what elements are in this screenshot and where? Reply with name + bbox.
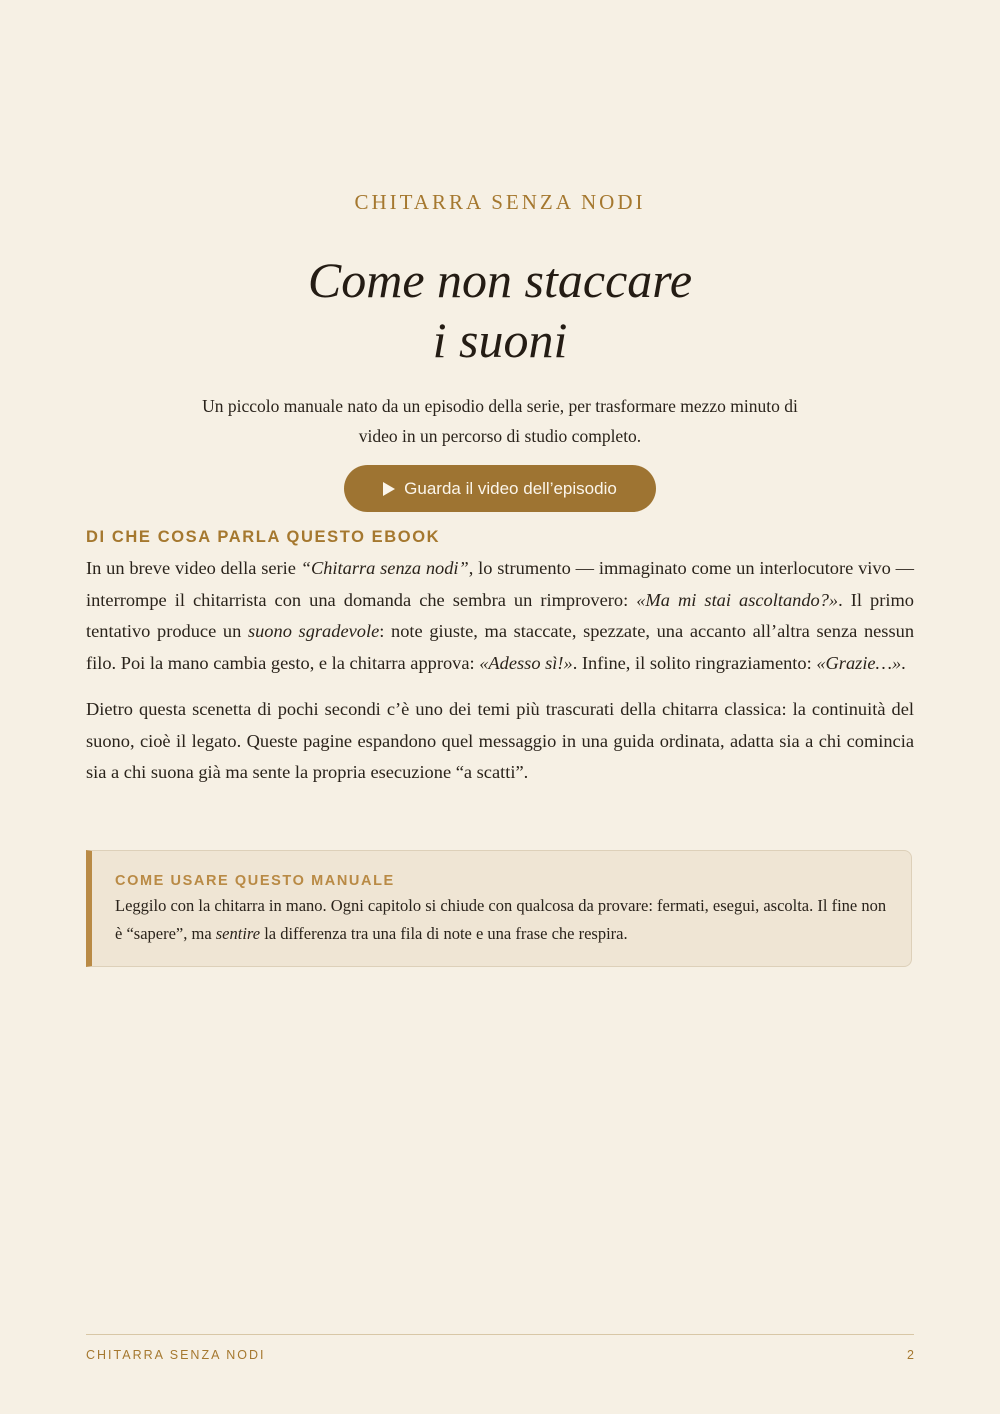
p1-text-6: . bbox=[901, 652, 906, 673]
callout-text-2: la differenza tra una fila di note e una frase che respira. bbox=[260, 924, 628, 943]
p1-text-2: , lo strumento — immaginato come un interlocutore vivo — interrompe il chitarrista con una domanda che sembra un rimprovero: bbox=[86, 558, 914, 610]
page-number: 2 bbox=[907, 1348, 914, 1362]
callout-italic: sentire bbox=[215, 924, 261, 943]
series-title: CHITARRA SENZA NODI bbox=[354, 190, 646, 214]
page-title bbox=[0, 250, 1000, 370]
p1-italic-5: «Grazie…» bbox=[816, 652, 902, 673]
page-title-line-1: Come non staccare bbox=[307, 252, 693, 308]
footer-divider bbox=[86, 1334, 914, 1335]
usage-callout bbox=[86, 850, 912, 967]
p1-text-4: : note giuste, ma staccate, spezzate, una accanto all’altra senza nessun filo. Poi la mano cambia gesto, e la chitarra approva: bbox=[86, 621, 915, 673]
watch-video-button[interactable] bbox=[344, 465, 656, 512]
intro-text: Un piccolo manuale nato da un episodio della serie, per trasformare mezzo minuto di video in un percorso di studio completo. bbox=[202, 396, 798, 446]
p1-text-3: . Il primo tentativo produce un bbox=[86, 589, 914, 641]
body-paragraph-2: Dietro questa scenetta di pochi secondi c’è uno dei temi più trascurati della chitarra classica: la continuità del suono, cioè il legato. Queste pagine espandono quel messaggio in una guida ordinata, adatta sia a chi comincia sia a chi suona già ma sente la propria esecuzione “a scatti”. bbox=[86, 699, 914, 782]
watch-video-label: Guarda il video dell’episodio bbox=[404, 478, 617, 498]
p1-text-5: . Infine, il solito ringraziamento: bbox=[572, 652, 817, 673]
p1-italic-2: «Ma mi stai ascoltando?» bbox=[636, 589, 839, 610]
p1-italic-1: “Chitarra senza nodi” bbox=[300, 558, 469, 578]
page-title-line-2: i suoni bbox=[432, 312, 568, 368]
play-icon bbox=[383, 482, 395, 496]
p1-italic-4: «Adesso sì!» bbox=[479, 652, 573, 673]
p1-text-1: In un breve video della serie bbox=[86, 558, 301, 578]
body-paragraph-1 bbox=[86, 553, 914, 679]
callout-heading: COME USARE QUESTO MANUALE bbox=[115, 873, 395, 889]
footer-series-title: CHITARRA SENZA NODI bbox=[86, 1348, 266, 1362]
p1-italic-3: suono sgradevole bbox=[247, 621, 380, 641]
section-heading: DI CHE COSA PARLA QUESTO EBOOK bbox=[86, 528, 441, 546]
callout-text bbox=[115, 892, 891, 948]
callout-text-1: Leggilo con la chitarra in mano. Ogni capitolo si chiude con qualcosa da provare: fermati, esegui, ascolta. Il fine non è “sapere”, ma bbox=[115, 896, 887, 943]
